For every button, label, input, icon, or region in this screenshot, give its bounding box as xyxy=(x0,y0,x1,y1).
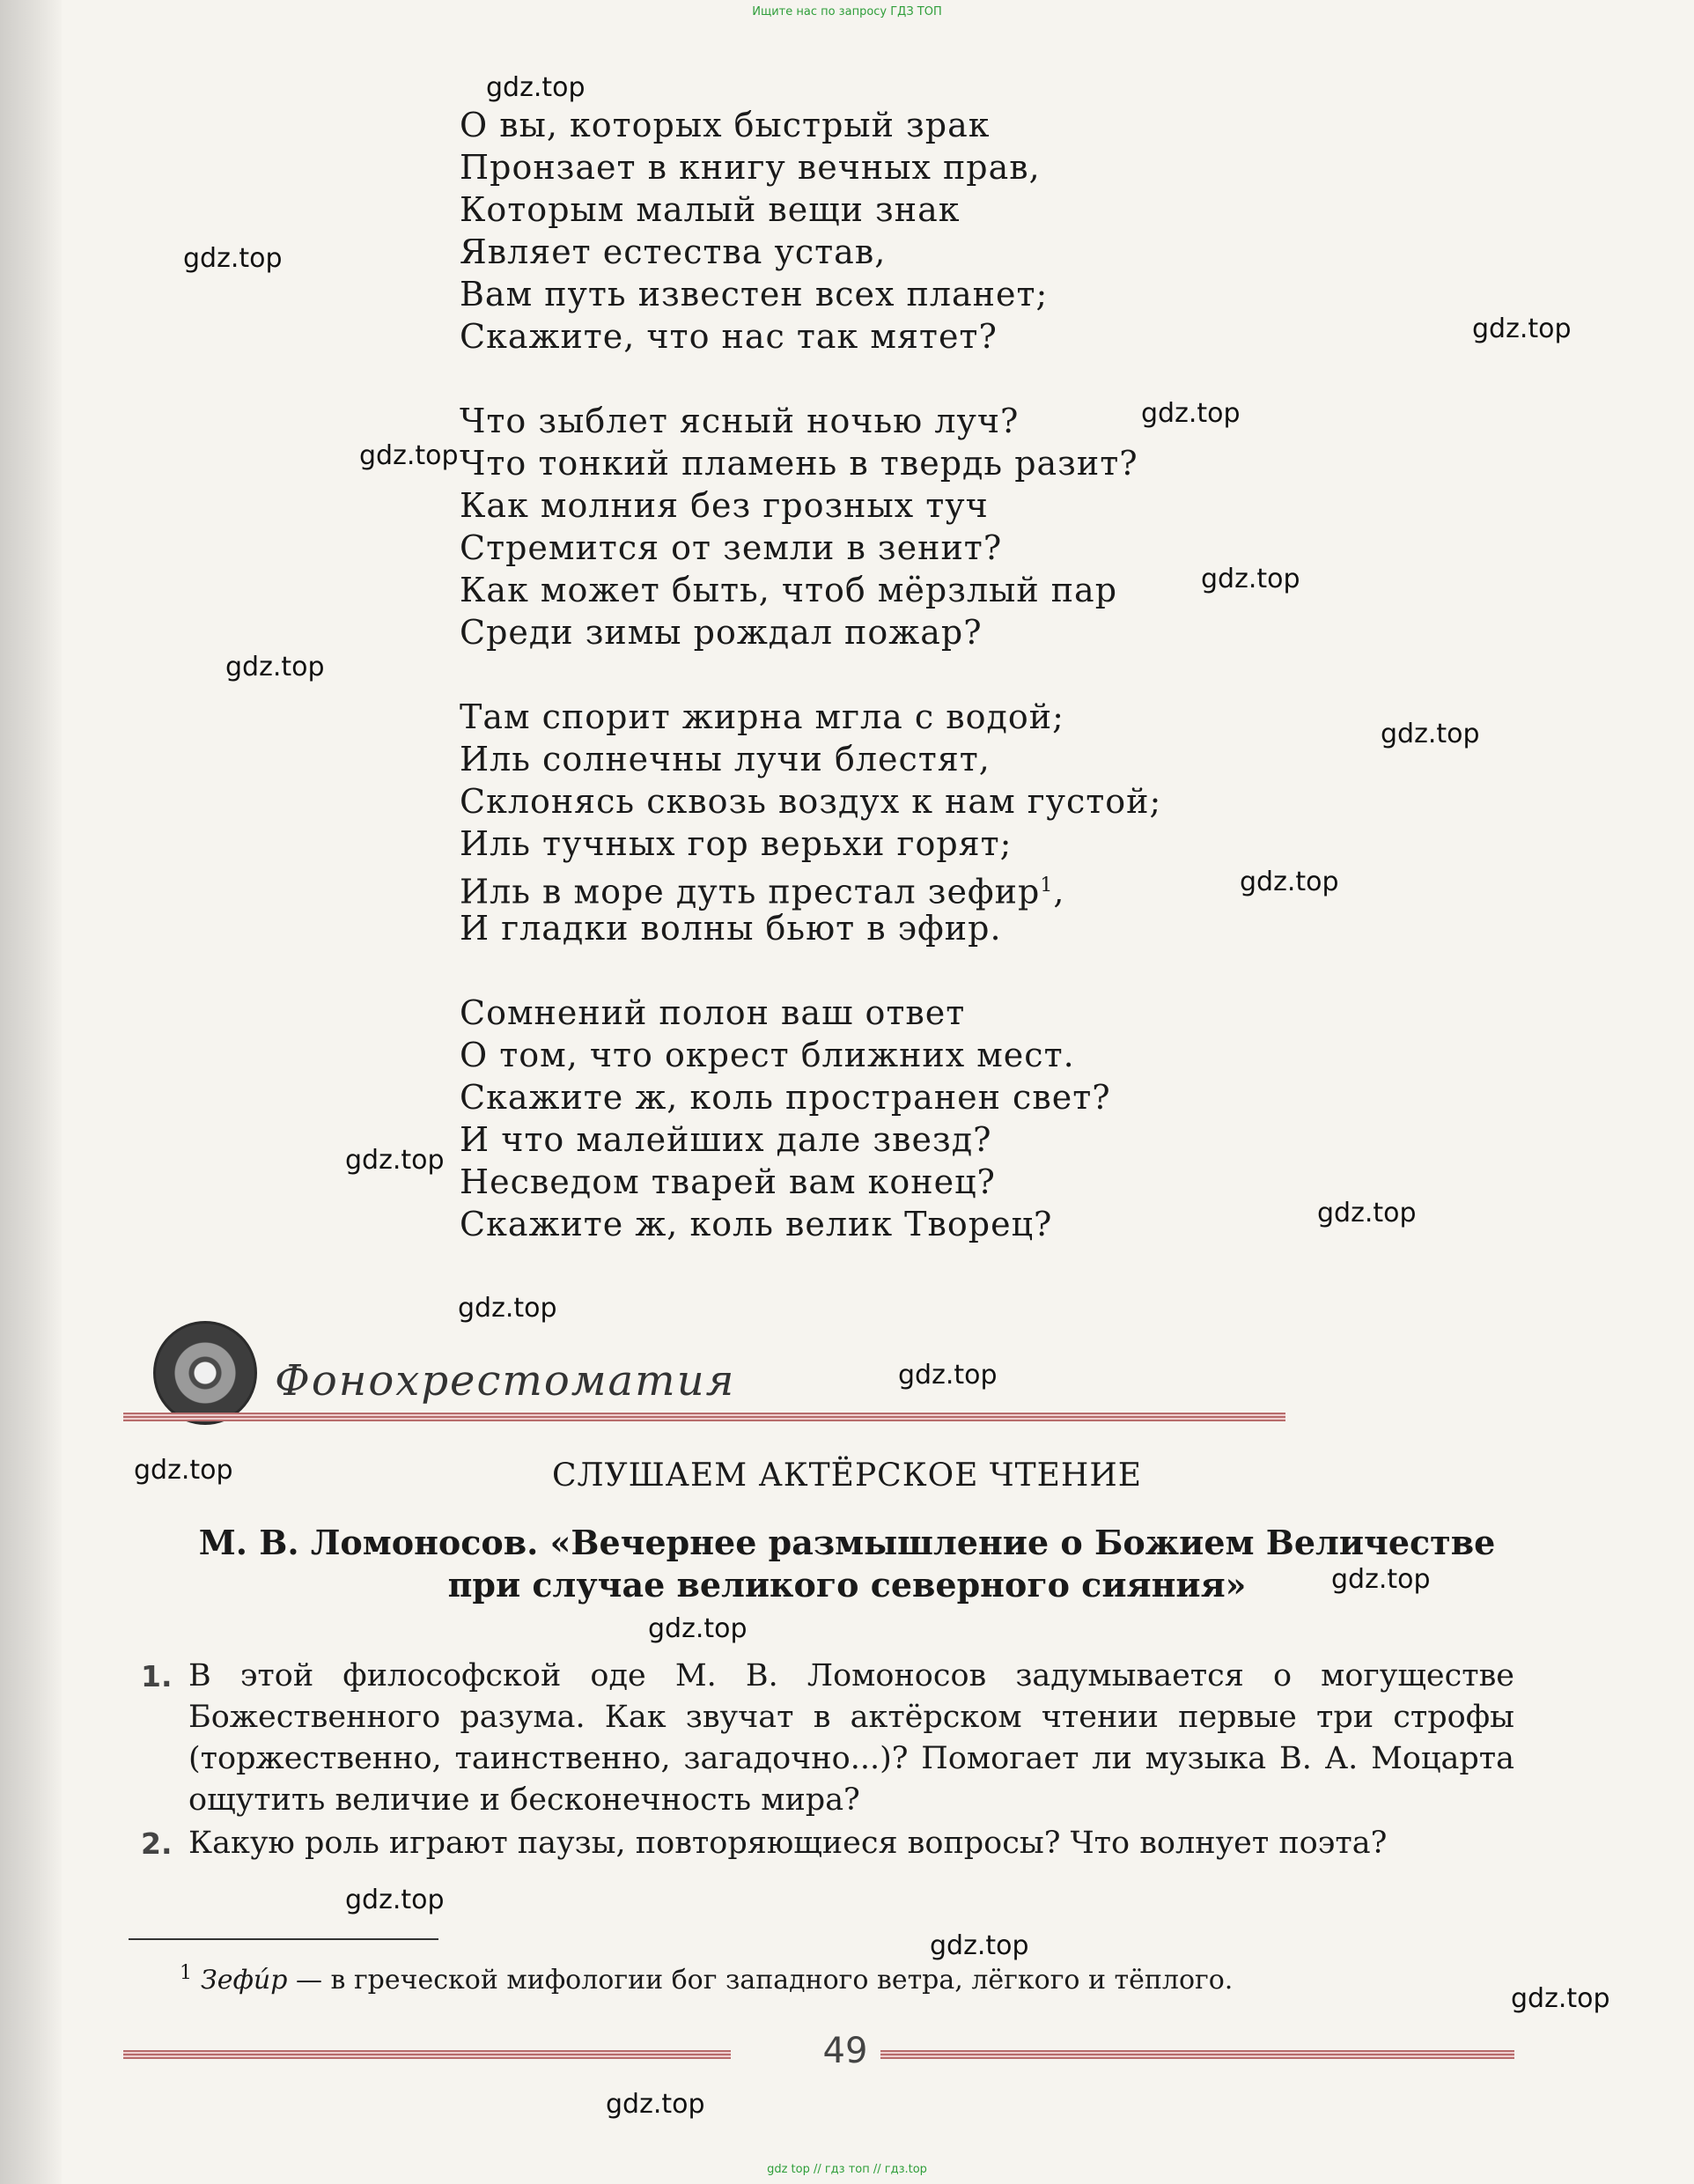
watermark: gdz.top xyxy=(345,1145,445,1176)
watermark: gdz.top xyxy=(1317,1198,1417,1228)
poem-line xyxy=(460,865,1161,911)
book-spine-shadow xyxy=(0,0,62,2184)
poem-line: Пронзает в книгу вечных прав, xyxy=(460,148,1041,187)
divider xyxy=(123,2050,731,2059)
watermark: gdz.top xyxy=(458,1293,557,1324)
poem-line: Вам путь известен всех планет; xyxy=(460,275,1049,314)
watermark: gdz.top xyxy=(930,1930,1029,1961)
poem-line: О вы, которых быстрый зрак xyxy=(460,106,991,144)
poem-line: Скажите, что нас так мятет? xyxy=(460,317,998,356)
stanza-4 xyxy=(460,992,1161,1245)
poem-line: Склонясь сквозь воздух к нам густой; xyxy=(460,782,1162,821)
stanza-2 xyxy=(460,400,1161,653)
question-number: 2. xyxy=(141,1826,173,1861)
poem-line: Являет естества устав, xyxy=(460,232,887,271)
watermark: gdz.top xyxy=(1240,867,1339,897)
poem-line: И гладки волны бьют в эфир. xyxy=(460,909,1002,948)
footnote xyxy=(180,1962,1233,1996)
poem-line-comma: , xyxy=(1053,872,1065,911)
watermark: gdz.top xyxy=(225,652,325,682)
poem-line: Несведом тварей вам конец? xyxy=(460,1162,996,1201)
watermark: gdz.top xyxy=(134,1455,233,1486)
question-2 xyxy=(141,1823,1514,1864)
divider xyxy=(880,2050,1514,2059)
watermark: gdz.top xyxy=(648,1613,748,1644)
watermark: gdz.top xyxy=(1331,1564,1431,1595)
poem-line: Как может быть, чтоб мёрзлый пар xyxy=(460,571,1118,609)
watermark: gdz.top xyxy=(1381,719,1480,749)
poem-line: О том, что окрест ближних мест. xyxy=(460,1036,1075,1074)
poem-line: Что зыблет ясный ночью луч? xyxy=(460,402,1020,440)
divider xyxy=(123,1413,1285,1421)
poem-line: Иль тучных гор верьхи горят; xyxy=(460,824,1013,863)
poem-title-line: при случае великого северного сияния» xyxy=(447,1565,1247,1605)
watermark: gdz.top xyxy=(183,243,283,274)
poem-line-text: Иль в море дуть престал зефир xyxy=(460,872,1041,911)
watermark: gdz.top xyxy=(1141,398,1241,429)
question-number: 1. xyxy=(141,1659,173,1693)
watermark: gdz.top xyxy=(1472,314,1572,344)
watermark: gdz.top xyxy=(359,440,459,471)
stanza-3 xyxy=(460,696,1161,949)
poem xyxy=(460,104,1161,1288)
poem-title-line: М. В. Ломоносов. «Вечернее размышление о Божием Величестве xyxy=(198,1523,1496,1562)
poem-line: Как молния без грозных туч xyxy=(460,486,989,525)
poem-line: Среди зимы рождал пожар? xyxy=(460,613,983,652)
footnote-mark: 1 xyxy=(1040,874,1054,896)
footnote-text: — в греческой мифологии бог западного ветра, лёгкого и тёплого. xyxy=(287,1965,1234,1996)
footnote-divider xyxy=(129,1938,438,1940)
question-text: Какую роль играют паузы, повторяющиеся вопросы? Что волнует поэта? xyxy=(188,1826,1388,1861)
stanza-1 xyxy=(460,104,1161,358)
watermark: gdz.top xyxy=(486,72,586,103)
watermark: gdz.top xyxy=(898,1360,998,1391)
page-number: 49 xyxy=(822,2031,868,2071)
phono-banner xyxy=(123,1321,1285,1435)
disc-icon xyxy=(153,1321,257,1425)
section-heading: СЛУШАЕМ АКТЁРСКОЕ ЧТЕНИЕ xyxy=(552,1457,1142,1494)
poem-line: Иль солнечны лучи блестят, xyxy=(460,740,991,778)
header-note: Ищите нас по запросу ГДЗ ТОП xyxy=(752,5,942,18)
watermark: gdz.top xyxy=(345,1885,445,1915)
poem-title xyxy=(0,1522,1694,1606)
watermark: gdz.top xyxy=(1201,564,1300,594)
poem-line: Скажите ж, коль велик Творец? xyxy=(460,1205,1053,1243)
question-text: В этой философской оде М. В. Ломоносов задумывается о могуществе Божественного разума. Как звучат в актёрском чтении первые три строфы (торжественно, таинственно, загадочно...)? Помогает ли музыка В. А. Моцарта ощутить величие и бесконечность мира? xyxy=(188,1658,1514,1818)
phono-title: Фонохрестоматия xyxy=(275,1356,736,1406)
poem-line: Которым малый вещи знак xyxy=(460,190,961,229)
poem-line: Скажите ж, коль пространен свет? xyxy=(460,1078,1111,1117)
poem-line: Что тонкий пламень в твердь разит? xyxy=(460,444,1138,483)
watermark: gdz.top xyxy=(606,2089,705,2120)
footnote-number: 1 xyxy=(180,1962,192,1984)
footer-note: gdz top // гдз топ // гдз.top xyxy=(767,2163,927,2176)
footnote-term: Зефи́р xyxy=(201,1965,288,1996)
poem-line: И что малейших дале звезд? xyxy=(460,1120,992,1159)
poem-line: Там спорит жирна мгла с водой; xyxy=(460,697,1064,736)
poem-line: Стремится от земли в зенит? xyxy=(460,528,1003,567)
watermark: gdz.top xyxy=(1511,1983,1610,2014)
question-1 xyxy=(141,1656,1514,1821)
poem-line: Сомнений полон ваш ответ xyxy=(460,993,966,1032)
